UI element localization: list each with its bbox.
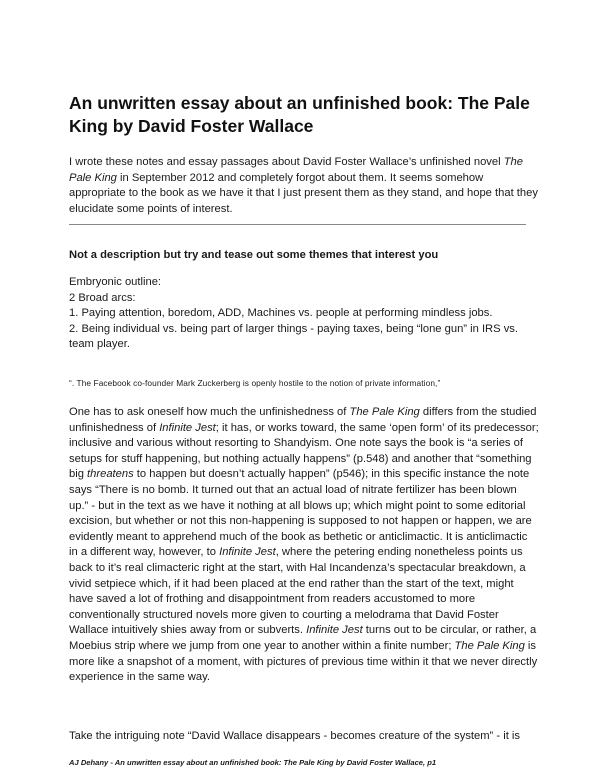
body-text: differs from the studied unfinishedness of — [69, 406, 537, 434]
section-heading: Not a description but try and tease out some themes that interest you — [69, 249, 439, 261]
body-italic: The Pale King — [349, 406, 420, 418]
body-paragraph-1 — [69, 405, 539, 686]
body-italic: Infinite Jest — [159, 421, 216, 434]
body-italic: threatens — [87, 468, 134, 481]
outline-label: Embryonic outline: — [69, 276, 162, 288]
body-italic: Infinite Jest — [306, 624, 363, 637]
intro-text-2: in September 2012 and completely forgot about them. It seems somehow appropriate to the book as we have it that I just present them as they stand, and hope that they elucidate some points of interest. — [69, 171, 538, 215]
outline-item: 1. Paying attention, boredom, ADD, Machines vs. people at performing mindless jobs. — [69, 307, 493, 320]
body-text: , where the petering ending nonetheless points us back to it’s real climacteric right at the start, with Hal Incandenza’s spectacular breakdown, a vivid setpiece which, if it had been placed at the end rather than the start of the text, might have saved a lot of frothing and disappointment from readers accustomed to more conventionally structured novels more given to courting a melodrama that David Foster Wallace intuitively shies away from or subverts. — [69, 546, 526, 637]
body-text: ; it has, or works toward, the same ‘open form’ of its predecessor; inclusive and various without resorting to Shandyism. One note says the book is “a series of setups for stuff happening, but nothing actually happens” (p.548) and another that “something big — [69, 421, 539, 481]
intro-book-title: The Pale King — [69, 156, 523, 184]
outline-arcs: 2 Broad arcs: — [69, 291, 136, 304]
intro-paragraph — [69, 155, 539, 217]
body-italic: Infinite Jest — [219, 546, 276, 559]
horizontal-rule — [69, 224, 526, 225]
page-footer: AJ Dehany - An unwritten essay about an unfinished book: The Pale King by David Foster Wallace, p1 — [69, 758, 437, 767]
body-text: turns out to be circular, or rather, a Moebius strip where we jump from one year to another within a finite number; — [69, 624, 537, 652]
quoted-excerpt: “. The Facebook co-founder Mark Zuckerberg is openly hostile to the notion of private information,” — [69, 378, 441, 388]
outline-item: 2. Being individual vs. being part of larger things - paying taxes, being “lone gun” in IRS vs. team player. — [69, 322, 518, 351]
body-italic: The Pale King — [454, 639, 525, 652]
body-text: One has to ask oneself how much the unfinishedness of — [69, 406, 350, 418]
outline-block — [69, 275, 539, 353]
intro-text-1: I wrote these notes and essay passages about David Foster Wallace’s unfinished novel — [69, 156, 504, 168]
body-text: to happen but doesn’t actually happen” (p546); in this specific instance the note says “There is no bomb. It turned out that an actual load of nitrate fertilizer has been blown up.” - but in the text as we have it nothing at all blows up; which might point to some editorial excision, but whether or not this non-happening is supposed to not happen or happen, we are evidently meant to apprehend much of the book as bethetic or anticlimactic. It is anticlimactic in a different way, however, to — [69, 468, 532, 559]
document-title: An unwritten essay about an unfinished book: The Pale King by David Foster Wallace — [69, 93, 530, 136]
body-paragraph-2: Take the intriguing note “David Wallace disappears - becomes creature of the system” - it is — [69, 730, 521, 742]
body-text: is more like a snapshot of a moment, with pictures of previous time within it that we never directly experience in the same way. — [69, 639, 538, 684]
